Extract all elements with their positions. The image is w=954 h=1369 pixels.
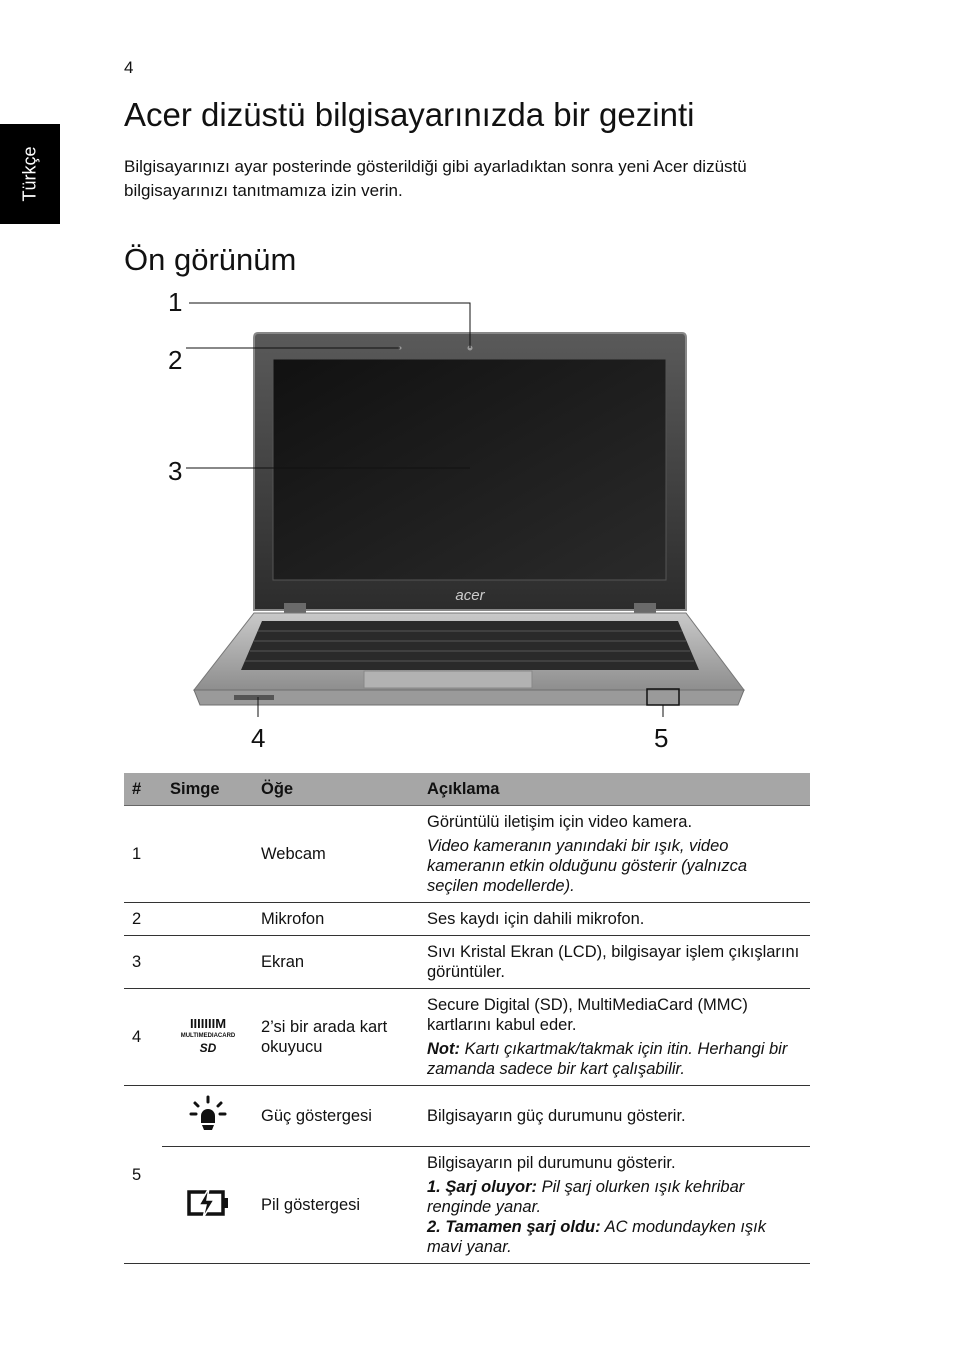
row-desc — [419, 1147, 810, 1264]
callout-2: 2 — [168, 345, 183, 375]
header-item: Öğe — [253, 773, 419, 806]
page-number: 4 — [124, 58, 134, 77]
row-desc — [419, 936, 810, 989]
row-desc — [419, 1086, 810, 1147]
line2-label: 2. Tamamen şarj oldu: — [427, 1218, 601, 1236]
section-title: Ön görünüm — [124, 242, 297, 277]
row-icon-empty — [162, 806, 253, 903]
line2-text: AC modundayken ışık mavi yanar. — [427, 1218, 766, 1256]
note-text: Kartı çıkartmak/takmak için itin. Herhangi bir zamanda sadece bir kart çalışabilir. — [427, 1040, 788, 1078]
table-row — [124, 1147, 810, 1264]
row-item: Güç göstergesi — [253, 1086, 419, 1147]
row-num: 5 — [124, 1086, 162, 1264]
callout-4: 4 — [251, 723, 266, 753]
row-icon-empty — [162, 903, 253, 936]
note-label: Not: — [427, 1040, 460, 1058]
header-desc: Açıklama — [419, 773, 810, 806]
desc-note — [427, 1039, 802, 1079]
row-num: 2 — [124, 903, 162, 936]
row-num: 4 — [124, 989, 162, 1086]
card-reader-slot — [234, 695, 274, 700]
row-desc — [419, 806, 810, 903]
svg-text:IIIIIIIM: IIIIIIIM — [189, 1015, 226, 1031]
acer-logo: acer — [455, 587, 485, 604]
table-row — [124, 936, 810, 989]
language-side-tab — [0, 124, 60, 224]
table-row — [124, 806, 810, 903]
page-title: Acer dizüstü bilgisayarınızda bir gezinti — [124, 96, 695, 133]
front-edge — [194, 690, 744, 705]
desc-italic: Video kameranın yanındaki bir ışık, video kameranın etkin olduğunu gösterir (yalnızca seçilen modellerde). — [427, 837, 748, 895]
row-num: 3 — [124, 936, 162, 989]
header-icon: Simge — [162, 773, 253, 806]
row-icon-empty — [162, 936, 253, 989]
row-item: Mikrofon — [253, 903, 419, 936]
laptop-screen — [273, 359, 666, 580]
row-item: 2’si bir arada kart okuyucu — [253, 989, 419, 1086]
row-desc — [419, 989, 810, 1086]
row-item: Pil göstergesi — [253, 1147, 419, 1264]
component-table — [124, 773, 810, 1264]
keyboard — [241, 621, 699, 670]
line1-text: Pil şarj olurken ışık kehribar renginde yanar. — [427, 1178, 745, 1216]
callout-5: 5 — [654, 723, 669, 753]
language-label: Türkçe — [19, 146, 40, 202]
line1-label: 1. Şarj oluyor: — [427, 1178, 538, 1196]
power-light-icon — [162, 1086, 253, 1147]
desc-text: Secure Digital (SD), MultiMediaCard (MMC) kartlarını kabul eder. — [427, 996, 748, 1034]
battery-charge-icon — [162, 1147, 253, 1264]
svg-text:MULTIMEDIACARD: MULTIMEDIACARD — [180, 1032, 235, 1039]
row-item: Ekran — [253, 936, 419, 989]
desc-text: Sıvı Kristal Ekran (LCD), bilgisayar işlem çıkışlarını görüntüler. — [427, 943, 800, 981]
desc-text: Bilgisayarın güç durumunu gösterir. — [427, 1107, 686, 1125]
desc-text: Bilgisayarın pil durumunu gösterir. — [427, 1154, 676, 1172]
desc-line-1 — [427, 1177, 802, 1257]
laptop-front-view-figure — [124, 285, 814, 755]
row-num: 1 — [124, 806, 162, 903]
touchpad — [364, 671, 532, 688]
desc-text: Görüntülü iletişim için video kamera. — [427, 813, 693, 831]
table-row — [124, 1086, 810, 1147]
row-desc — [419, 903, 810, 936]
card-reader-icon — [162, 989, 253, 1086]
callout-3: 3 — [168, 456, 183, 486]
svg-text:SD: SD — [199, 1040, 216, 1055]
laptop-illustration — [124, 285, 814, 755]
row-item: Webcam — [253, 806, 419, 903]
table-header-row — [124, 773, 810, 806]
desc-text: Ses kaydı için dahili mikrofon. — [427, 910, 645, 928]
callout-1: 1 — [168, 287, 183, 317]
intro-paragraph: Bilgisayarınızı ayar posterinde gösterildiği gibi ayarladıktan sonra yeni Acer dizüstü bilgisayarınızı tanıtmamıza izin verin. — [124, 157, 747, 200]
header-num: # — [124, 773, 162, 806]
table-row — [124, 989, 810, 1086]
table-row — [124, 903, 810, 936]
